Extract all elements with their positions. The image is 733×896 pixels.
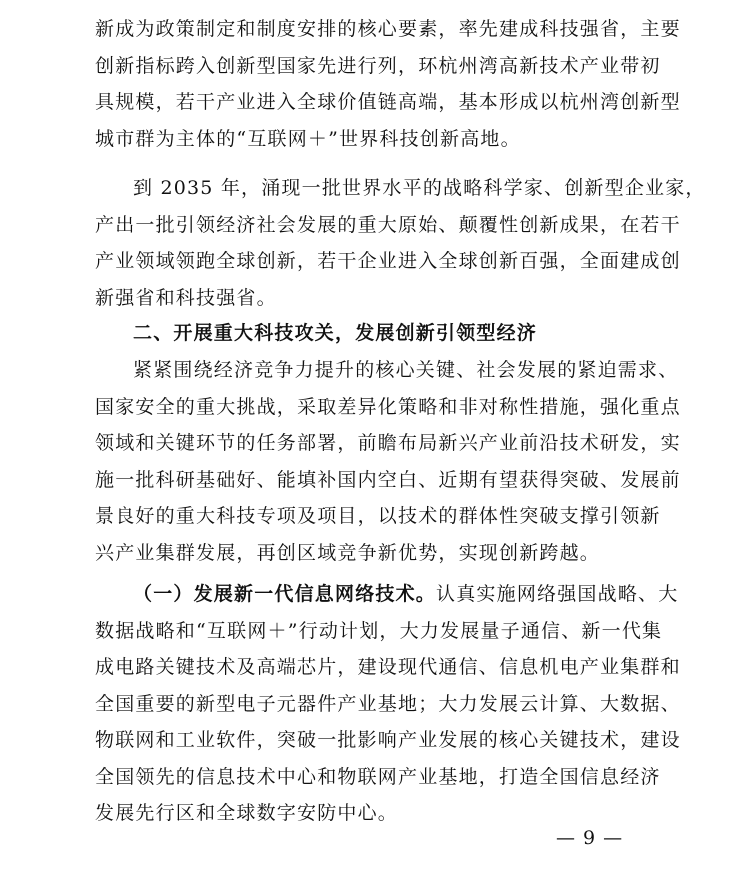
text-line: 发展先行区和全球数字安防中心。 — [95, 802, 399, 824]
paragraph-section-intro — [95, 352, 681, 571]
text-line: 国家安全的重大挑战，采取差异化策略和非对称性措施，强化重点 — [95, 395, 681, 418]
text-line: 领域和关键环节的任务部署，前瞻布局新兴产业前沿技术研发，实 — [95, 432, 681, 454]
text-line: 施一批科研基础好、能填补国内空白、近期有望获得突破、发展前 — [95, 468, 681, 491]
text-line: 成电路关键技术及高端芯片，建设现代通信、信息机电产业集群和 — [95, 656, 681, 678]
page-number: — 9 — — [556, 827, 624, 849]
text-line: 景良好的重大科技专项及项目，以技术的群体性突破支撑引领新 — [95, 505, 661, 527]
paragraph-goals-2035 — [95, 170, 706, 316]
text-line: 具规模，若干产业进入全球价值链高端，基本形成以杭州湾创新型 — [95, 91, 681, 113]
text-line: 全国领先的信息技术中心和物联网产业基地，打造全国信息经济 — [95, 765, 661, 788]
text-line: 全国重要的新型电子元器件产业基地；大力发展云计算、大数据、 — [95, 692, 681, 715]
text-line: 城市群为主体的“互联网＋”世界科技创新高地。 — [95, 127, 521, 150]
section-heading-text: 二、开展重大科技攻关，发展创新引领型经济 — [133, 322, 538, 344]
section-heading — [95, 315, 635, 352]
text-line: 物联网和工业软件，突破一批影响产业发展的核心关键技术，建设 — [95, 729, 681, 751]
subsection-lead: （一）发展新一代信息网络技术。 — [133, 583, 437, 605]
text-line — [95, 576, 679, 613]
text-line: 兴产业集群发展，再创区域竞争新优势，实现创新跨越。 — [95, 541, 601, 564]
text-line: 紧紧围绕经济竞争力提升的核心关键、社会发展的紧迫需求、 — [133, 359, 679, 381]
paragraph-goals-2020 — [95, 11, 681, 157]
text-line: 新强省和科技强省。 — [95, 286, 277, 309]
text-line: 创新指标跨入创新型国家先进行列，环杭州湾高新技术产业带初 — [95, 54, 661, 77]
text-line: 产业领域领跑全球创新，若干企业进入全球创新百强，全面建成创 — [95, 250, 681, 272]
paragraph-info-network — [95, 576, 681, 832]
text-line: 到 2035 年，涌现一批世界水平的战略科学家、创新型企业家， — [133, 177, 706, 199]
text-line: 产出一批引领经济社会发展的重大原始、颠覆性创新成果，在若干 — [95, 213, 681, 236]
text-line: 数据战略和“互联网＋”行动计划，大力发展量子通信、新一代集 — [95, 619, 663, 642]
text-line: 新成为政策制定和制度安排的核心要素，率先建成科技强省，主要 — [95, 18, 681, 40]
subsection-lead-rest: 认真实施网络强国战略、大 — [436, 583, 679, 605]
